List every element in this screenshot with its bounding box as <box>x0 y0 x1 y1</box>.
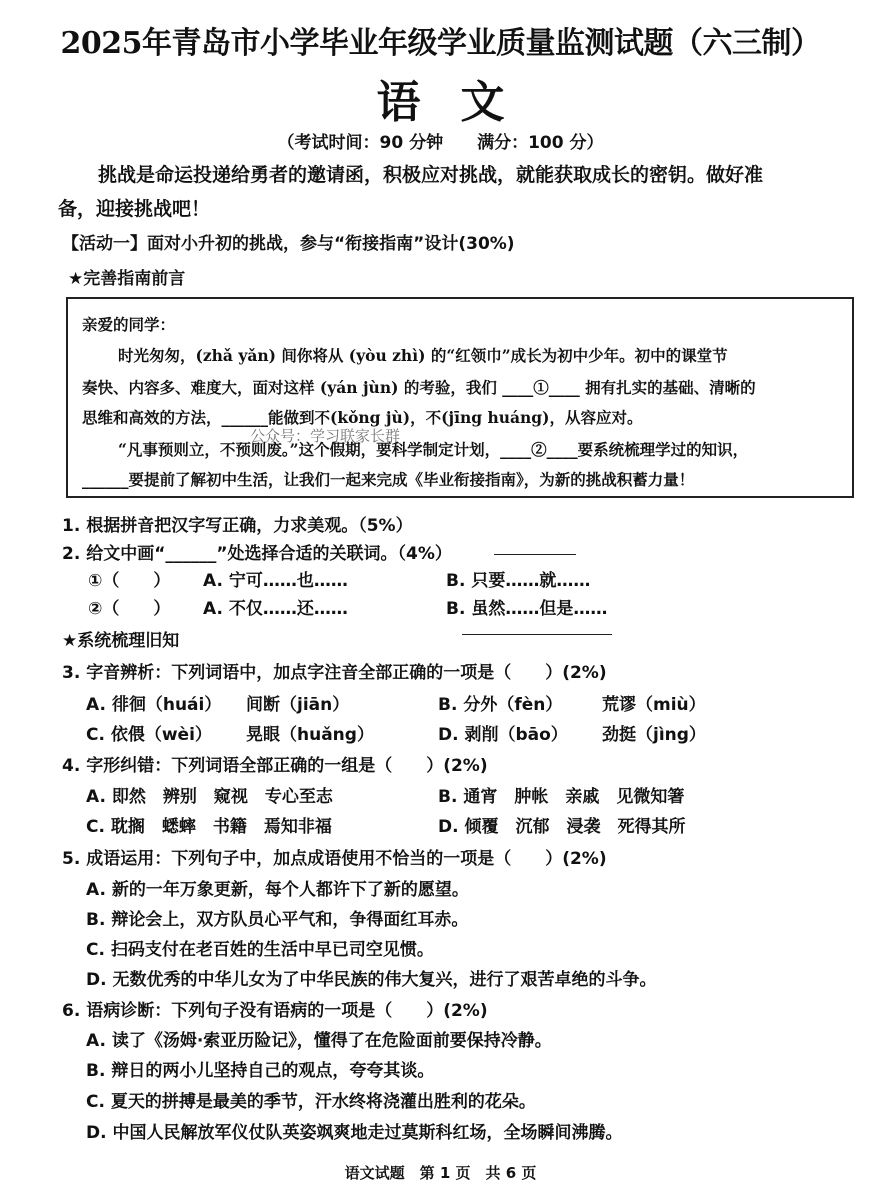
question-1: 1. 根据拼音把汉字写正确，力求美观。（5%） <box>62 516 413 536</box>
answer-line <box>494 554 576 555</box>
exam-info: （考试时间：90 分钟 满分：100 分） <box>277 133 604 153</box>
q6-option-b: B. 辩日的两小儿坚持自己的观点，夸夸其谈。 <box>86 1061 435 1081</box>
q4-option-b: B. 通宵 肿帐 亲戚 见微知箸 <box>438 787 685 807</box>
page-footer: 语文试题 第 1 页 共 6 页 <box>344 1164 537 1182</box>
q2-option-2-b: B. 虽然……但是…… <box>446 599 608 619</box>
letter-line-2: 奏快、内容多、难度大，面对这样 (yán jùn) 的考验，我们 ____①____ 拥有扎实的基础、清晰的 <box>82 378 756 397</box>
intro-line-1: 挑战是命运投递给勇者的邀请函，积极应对挑战，就能获取成长的密钥。做好准 <box>98 164 764 186</box>
q5-option-c: C. 扫码支付在老百姓的生活中早已司空见惯。 <box>86 940 434 960</box>
question-2: 2. 给文中画“______”处选择合适的关联词。（4%） <box>62 544 452 564</box>
letter-line-5: ______要提前了解初中生活，让我们一起来完成《毕业衔接指南》，为新的挑战积蓄力量！ <box>82 470 695 489</box>
activity-1-heading: 【活动一】面对小升初的挑战，参与“衔接指南”设计(30%) <box>62 234 515 254</box>
q3-option-b-word2: 荒谬（miù） <box>602 695 706 715</box>
q6-option-a: A. 读了《汤姆·索亚历险记》，懂得了在危险面前要保持冷静。 <box>86 1031 552 1051</box>
q4-option-d: D. 倾覆 沉郁 浸袭 死得其所 <box>438 817 686 837</box>
letter-greeting: 亲爱的同学： <box>82 315 176 334</box>
question-4: 4. 字形纠错：下列词语全部正确的一组是（ ）(2%) <box>62 756 488 776</box>
q2-option-2-number: ②（ ） <box>88 599 171 619</box>
q3-option-c: C. 依偎（wèi） <box>86 725 212 745</box>
q3-option-d: D. 剥削（bāo） <box>438 725 568 745</box>
q5-option-a: A. 新的一年万象更新，每个人都许下了新的愿望。 <box>86 880 469 900</box>
section-heading-preface: ★完善指南前言 <box>68 269 186 289</box>
q4-option-c: C. 耽搁 蟋蟀 书籍 焉知非福 <box>86 817 332 837</box>
q3-option-a-word2: 间断（jiān） <box>246 695 350 715</box>
exam-title: 2025年青岛市小学毕业年级学业质量监测试题（六三制） <box>60 26 821 61</box>
letter-line-4: “凡事预则立，不预则废。”这个假期，要科学制定计划，____②____要系统梳理学过的知识， <box>118 440 749 459</box>
question-3: 3. 字音辨析：下列词语中，加点字注音全部正确的一项是（ ）(2%) <box>62 663 607 683</box>
q3-option-c-word2: 晃眼（huǎng） <box>246 725 374 745</box>
section-heading-review: ★系统梳理旧知 <box>62 631 180 651</box>
answer-line <box>462 634 612 635</box>
q2-option-1-a: A. 宁可……也…… <box>203 571 348 591</box>
q2-option-2-a: A. 不仅……还…… <box>203 599 348 619</box>
q3-option-a: A. 徘徊（huái） <box>86 695 222 715</box>
q5-option-d: D. 无数优秀的中华儿女为了中华民族的伟大复兴，进行了艰苦卓绝的斗争。 <box>86 970 657 990</box>
q3-option-b: B. 分外（fèn） <box>438 695 563 715</box>
q2-option-1-number: ①（ ） <box>88 571 171 591</box>
question-6: 6. 语病诊断：下列句子没有语病的一项是（ ）(2%) <box>62 1001 488 1021</box>
question-5: 5. 成语运用：下列句子中，加点成语使用不恰当的一项是（ ）(2%) <box>62 849 607 869</box>
watermark: 公众号：学习联家长群 <box>250 427 401 445</box>
q4-option-a: A. 即然 辨别 窥视 专心至志 <box>86 787 333 807</box>
q3-option-d-word2: 劲挺（jìng） <box>602 725 706 745</box>
q5-option-b: B. 辩论会上，双方队员心平气和，争得面红耳赤。 <box>86 910 469 930</box>
q2-option-1-b: B. 只要……就…… <box>446 571 591 591</box>
q6-option-c: C. 夏天的拼搏是最美的季节，汗水终将浇灌出胜利的花朵。 <box>86 1092 536 1112</box>
letter-line-1: 时光匆匆，(zhǎ yǎn) 间你将从 (yòu zhì) 的“红领巾”成长为初中少年。初中的课堂节 <box>118 346 728 365</box>
subject-title: 语文 <box>376 77 545 128</box>
intro-line-2: 备，迎接挑战吧！ <box>58 198 211 220</box>
letter-line-3: 思维和高效的方法，______能做到不(kǒng jù)，不(jīng huáng)，从容应对。 <box>82 408 643 427</box>
q6-option-d: D. 中国人民解放军仪仗队英姿飒爽地走过莫斯科红场，全场瞬间沸腾。 <box>86 1123 623 1143</box>
